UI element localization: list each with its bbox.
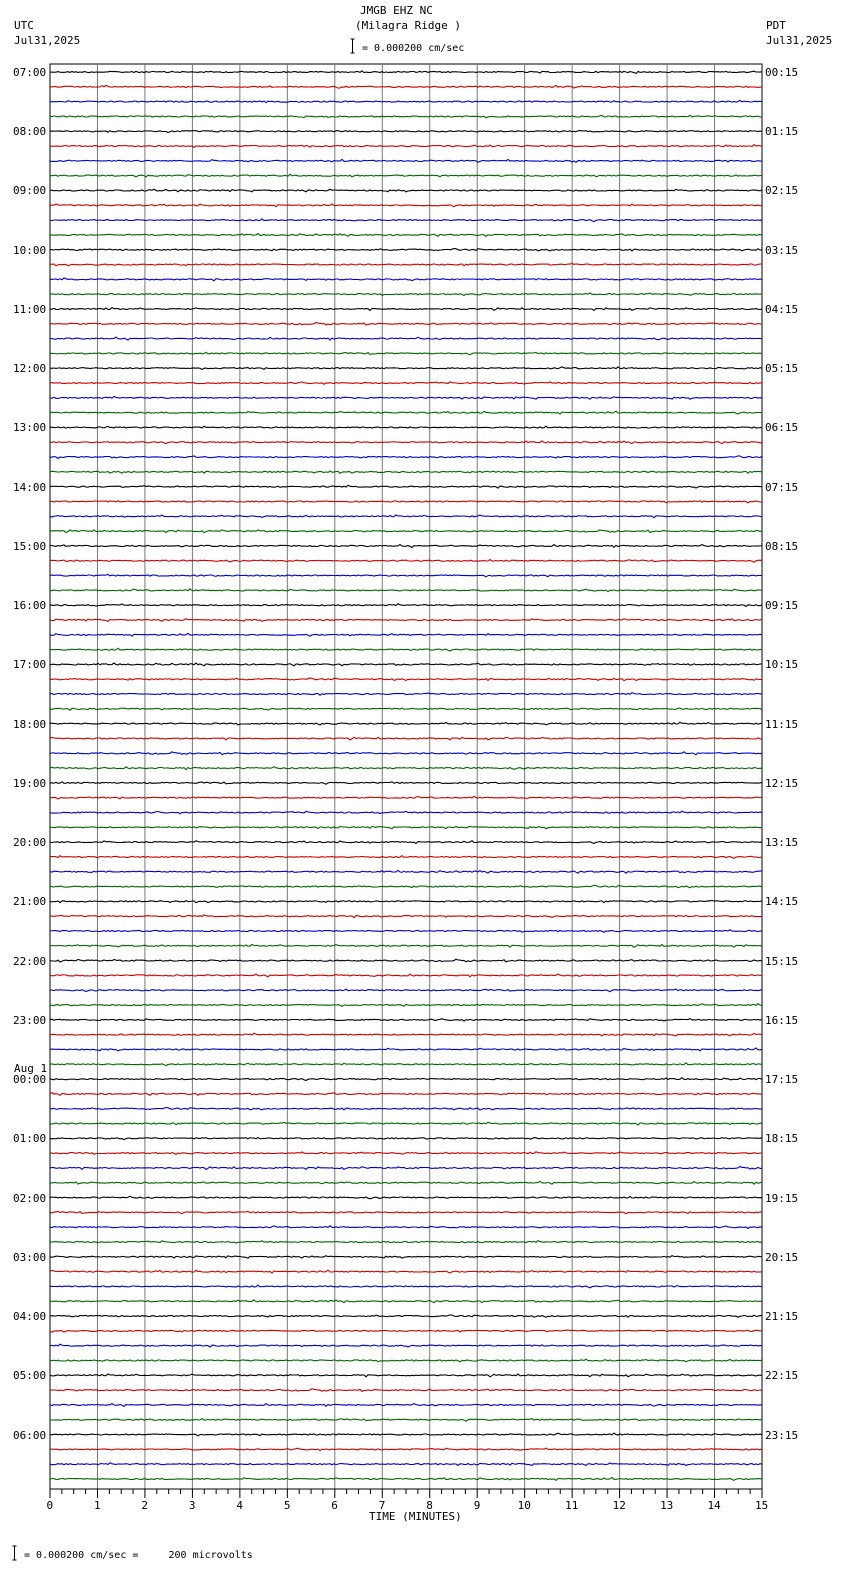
trace-row-25 — [50, 441, 762, 444]
utc-hour-label: 19:00 — [13, 776, 47, 790]
trace-row-16 — [50, 308, 762, 311]
x-tick-label-3: 3 — [188, 1499, 196, 1512]
trace-row-45 — [50, 737, 762, 740]
pdt-hour-label: 01:15 — [765, 125, 799, 139]
x-tick-label-14: 14 — [707, 1499, 721, 1512]
pdt-hour-label: 09:15 — [765, 599, 799, 613]
trace-row-5 — [50, 145, 762, 148]
x-tick-label-1: 1 — [93, 1499, 101, 1512]
utc-hour-label: 10:00 — [13, 243, 47, 257]
trace-row-89 — [50, 1389, 762, 1392]
pdt-hour-label: 13:15 — [765, 836, 799, 850]
pdt-hour-label: 08:15 — [765, 539, 799, 553]
trace-row-14 — [50, 278, 762, 281]
trace-row-4 — [50, 131, 762, 133]
trace-row-76 — [50, 1196, 762, 1199]
utc-hour-label: 20:00 — [13, 836, 47, 850]
utc-hour-label: 16:00 — [13, 599, 47, 613]
utc-hour-label: 01:00 — [13, 1132, 47, 1146]
trace-row-70 — [50, 1108, 762, 1111]
left-date: Jul31,2025 — [14, 34, 81, 47]
trace-row-58 — [50, 930, 762, 933]
x-tick-label-10: 10 — [517, 1499, 531, 1512]
trace-row-1 — [50, 85, 762, 88]
utc-hour-label: 05:00 — [13, 1369, 47, 1383]
pdt-hour-label: 02:15 — [765, 184, 799, 198]
trace-row-94 — [50, 1463, 762, 1466]
trace-row-30 — [50, 515, 762, 518]
plot-frame — [50, 64, 762, 1489]
trace-row-22 — [50, 396, 762, 399]
trace-row-34 — [50, 574, 762, 577]
x-tick-label-0: 0 — [46, 1499, 54, 1512]
trace-row-18 — [50, 337, 762, 340]
date-change-label: Aug 1 — [14, 1062, 48, 1075]
utc-hour-label: 08:00 — [13, 125, 47, 139]
x-axis-label: TIME (MINUTES) — [369, 1510, 462, 1523]
trace-row-49 — [50, 796, 762, 799]
utc-hour-label: 03:00 — [13, 1250, 47, 1264]
trace-row-3 — [50, 115, 762, 118]
trace-row-72 — [50, 1138, 762, 1140]
utc-hour-label: 04:00 — [13, 1310, 47, 1324]
utc-hour-label: 07:00 — [13, 66, 47, 79]
trace-row-47 — [50, 767, 762, 770]
trace-row-20 — [50, 367, 762, 370]
footer-scale-text: = 0.000200 cm/sec = 200 microvolts — [24, 1550, 253, 1561]
header-scale-bar-icon — [351, 39, 355, 53]
pdt-hour-label: 16:15 — [765, 1013, 799, 1027]
x-tick-label-7: 7 — [378, 1499, 386, 1512]
left-timezone: UTC — [14, 19, 34, 32]
footer-scale-bar-icon — [13, 1546, 17, 1560]
trace-row-93 — [50, 1448, 762, 1451]
trace-row-61 — [50, 974, 762, 977]
trace-row-11 — [50, 234, 762, 237]
pdt-hour-label: 04:15 — [765, 302, 799, 316]
trace-row-21 — [50, 382, 762, 385]
trace-row-75 — [50, 1181, 762, 1184]
x-tick-label-2: 2 — [141, 1499, 149, 1512]
trace-row-60 — [50, 959, 762, 962]
trace-row-7 — [50, 174, 762, 177]
trace-row-17 — [50, 322, 762, 325]
trace-row-59 — [50, 944, 762, 947]
trace-row-10 — [50, 219, 762, 222]
trace-row-65 — [50, 1033, 762, 1036]
trace-row-39 — [50, 648, 762, 651]
utc-hour-label: 00:00 — [13, 1073, 47, 1087]
trace-row-84 — [50, 1315, 762, 1317]
trace-row-57 — [50, 915, 762, 918]
utc-hour-label: 22:00 — [13, 954, 47, 968]
trace-row-71 — [50, 1122, 762, 1125]
trace-row-95 — [50, 1478, 762, 1481]
pdt-hour-label: 07:15 — [765, 480, 799, 494]
x-tick-label-13: 13 — [660, 1499, 674, 1512]
header-scale-text: = 0.000200 cm/sec — [362, 43, 465, 54]
trace-row-9 — [50, 204, 762, 207]
trace-row-62 — [50, 989, 762, 992]
pdt-hour-label: 14:15 — [765, 895, 799, 909]
trace-row-64 — [50, 1019, 762, 1022]
x-tick-label-15: 15 — [755, 1499, 769, 1512]
trace-row-32 — [50, 545, 762, 548]
trace-row-35 — [50, 589, 762, 592]
pdt-hour-label: 17:15 — [765, 1073, 799, 1087]
trace-row-26 — [50, 456, 762, 459]
trace-row-37 — [50, 619, 762, 622]
utc-hour-label: 14:00 — [13, 480, 47, 494]
pdt-hour-label: 20:15 — [765, 1250, 799, 1264]
trace-row-69 — [50, 1093, 762, 1096]
utc-hour-label: 12:00 — [13, 362, 47, 376]
trace-row-31 — [50, 530, 762, 533]
pdt-hour-label: 19:15 — [765, 1191, 799, 1205]
utc-hour-label: 09:00 — [13, 184, 47, 198]
utc-hour-label: 23:00 — [13, 1013, 47, 1027]
trace-row-42 — [50, 693, 762, 696]
trace-row-90 — [50, 1404, 762, 1407]
pdt-hour-label: 03:15 — [765, 243, 799, 257]
right-date: Jul31,2025 — [766, 34, 833, 47]
x-tick-label-5: 5 — [283, 1499, 291, 1512]
trace-row-77 — [50, 1211, 762, 1214]
trace-row-82 — [50, 1285, 762, 1288]
trace-row-41 — [50, 678, 762, 681]
trace-row-63 — [50, 1004, 762, 1007]
trace-row-23 — [50, 411, 762, 414]
trace-row-50 — [50, 811, 762, 814]
x-tick-label-6: 6 — [331, 1499, 338, 1512]
trace-row-33 — [50, 560, 762, 563]
trace-row-68 — [50, 1078, 762, 1081]
pdt-hour-label: 18:15 — [765, 1132, 799, 1146]
trace-row-13 — [50, 264, 762, 266]
trace-row-24 — [50, 426, 762, 428]
trace-row-79 — [50, 1241, 762, 1244]
x-tick-label-4: 4 — [236, 1499, 243, 1512]
utc-hour-label: 21:00 — [13, 895, 47, 909]
utc-hour-label: 13:00 — [13, 421, 47, 435]
trace-row-67 — [50, 1063, 762, 1066]
trace-row-52 — [50, 841, 762, 844]
trace-row-28 — [50, 485, 762, 488]
utc-hour-label: 17:00 — [13, 658, 47, 672]
x-tick-label-12: 12 — [612, 1499, 626, 1512]
pdt-hour-label: 10:15 — [765, 658, 799, 672]
trace-row-55 — [50, 885, 762, 887]
trace-row-36 — [50, 604, 762, 607]
trace-row-88 — [50, 1374, 762, 1377]
trace-row-85 — [50, 1330, 762, 1332]
trace-row-12 — [50, 249, 762, 251]
trace-row-83 — [50, 1300, 762, 1303]
trace-row-91 — [50, 1419, 762, 1422]
trace-row-87 — [50, 1359, 762, 1362]
trace-row-43 — [50, 708, 762, 710]
utc-hour-label: 02:00 — [13, 1191, 47, 1205]
trace-row-54 — [50, 870, 762, 873]
trace-row-0 — [50, 71, 762, 74]
x-tick-label-11: 11 — [565, 1499, 579, 1512]
trace-row-8 — [50, 189, 762, 192]
pdt-hour-label: 23:15 — [765, 1428, 799, 1442]
trace-row-44 — [50, 722, 762, 725]
trace-row-66 — [50, 1048, 762, 1051]
pdt-hour-label: 21:15 — [765, 1310, 799, 1324]
trace-row-86 — [50, 1344, 762, 1347]
pdt-hour-label: 06:15 — [765, 421, 799, 435]
trace-row-6 — [50, 159, 762, 162]
trace-row-80 — [50, 1256, 762, 1259]
trace-row-48 — [50, 782, 762, 785]
x-tick-label-8: 8 — [426, 1499, 433, 1512]
utc-hour-label: 06:00 — [13, 1428, 47, 1442]
trace-row-81 — [50, 1270, 762, 1273]
station-title: JMGB EHZ NC — [360, 4, 433, 17]
trace-row-78 — [50, 1226, 762, 1229]
pdt-hour-label: 12:15 — [765, 776, 799, 790]
station-location: (Milagra Ridge ) — [355, 19, 461, 32]
trace-row-74 — [50, 1167, 762, 1170]
utc-hour-label: 15:00 — [13, 539, 47, 553]
right-timezone: PDT — [766, 19, 786, 32]
trace-row-40 — [50, 663, 762, 666]
trace-row-51 — [50, 826, 762, 829]
trace-row-38 — [50, 633, 762, 636]
pdt-hour-label: 11:15 — [765, 717, 799, 731]
trace-row-46 — [50, 752, 762, 755]
x-tick-label-9: 9 — [473, 1499, 481, 1512]
trace-row-15 — [50, 293, 762, 296]
trace-row-53 — [50, 856, 762, 859]
trace-row-56 — [50, 900, 762, 902]
utc-hour-label: 11:00 — [13, 302, 47, 316]
pdt-hour-label: 15:15 — [765, 954, 799, 968]
pdt-hour-label: 22:15 — [765, 1369, 799, 1383]
trace-row-19 — [50, 352, 762, 355]
trace-row-92 — [50, 1433, 762, 1436]
pdt-hour-label: 00:15 — [765, 66, 799, 79]
utc-hour-label: 18:00 — [13, 717, 47, 731]
trace-row-27 — [50, 471, 762, 473]
pdt-hour-label: 05:15 — [765, 362, 799, 376]
trace-row-2 — [50, 100, 762, 102]
trace-row-73 — [50, 1152, 762, 1155]
trace-row-29 — [50, 501, 762, 503]
